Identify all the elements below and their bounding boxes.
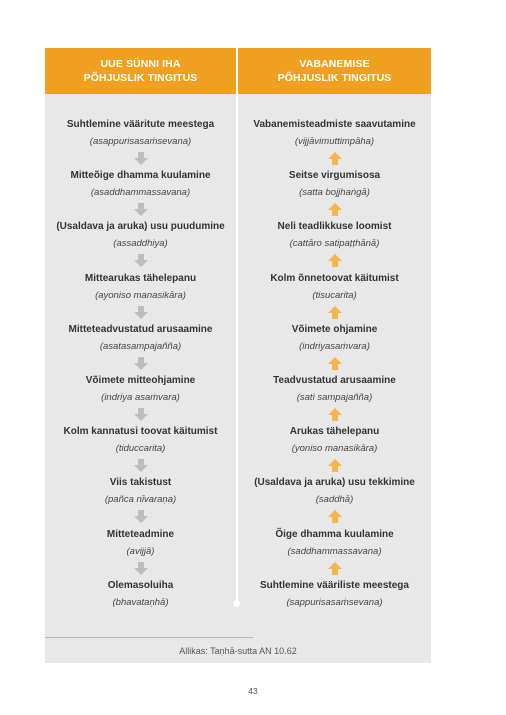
liberation-factor-term: Võimete ohjamine (291, 323, 378, 335)
liberation-factor-pali-term: (saddhammassavana) (287, 545, 382, 557)
header-liberation (238, 48, 431, 94)
liberation-factor-pali-term: (tisucarita) (312, 289, 357, 301)
arrow-down-icon (134, 562, 148, 575)
liberation-factor-pali-term: (yoniso manasikāra) (291, 443, 378, 455)
arrow-down-icon (134, 306, 148, 319)
liberation-factor-pali-term: (cattāro satipaṭṭhānā) (289, 238, 380, 250)
liberation-factor-term: Kolm õnnetoovat käitumist (270, 272, 399, 284)
rebirth-factor-item (45, 169, 236, 199)
rebirth-factor-item (45, 323, 236, 353)
arrow-up-icon (328, 357, 342, 370)
rebirth-factor-term: Olemasoluiha (107, 579, 174, 591)
liberation-factor-item (238, 579, 431, 609)
rebirth-factor-pali-term: (asappurisasaṁsevana) (89, 136, 192, 147)
arrow-down-icon (134, 357, 148, 370)
rebirth-factor-term: Mittearukas tähelepanu (84, 272, 197, 284)
rebirth-factor-term: Mitteteadmine (106, 528, 175, 540)
rebirth-factor-term: Mitteteadvustatud arusaamine (68, 323, 213, 335)
rebirth-factor-item (45, 425, 236, 455)
liberation-factor-pali-term: (satta bojjhaṅgā) (299, 187, 370, 199)
rebirth-factor-pali-term: (tiduccarita) (115, 443, 166, 455)
liberation-factor-item (238, 220, 431, 250)
header-right-line-2: PÕHJUSLIK TINGITUS (277, 72, 392, 84)
liberation-factor-term: Seitse virgumisosa (288, 170, 381, 182)
arrow-down-icon (134, 408, 148, 421)
rebirth-factor-item (45, 579, 236, 609)
rebirth-factor-pali-term: (asatasampajañña) (99, 340, 182, 352)
liberation-factor-term: Vabanemisteadmiste saavutamine (253, 119, 416, 130)
liberation-factor-term: Suhtlemine vääriliste meestega (260, 579, 409, 591)
liberation-factor-term: Arukas tähelepanu (289, 426, 380, 438)
rebirth-factor-item (45, 272, 236, 302)
causation-table (45, 48, 431, 663)
rebirth-factor-pali-term: (pañca nīvaraṇa) (104, 494, 177, 506)
rebirth-factor-term: Suhtlemine vääritute meestega (66, 119, 215, 130)
liberation-factor-item (238, 425, 431, 455)
arrow-down-icon (134, 254, 148, 267)
liberation-factor-item (238, 272, 431, 302)
header-left-line-1: UUE SÜNNI IHA (100, 58, 181, 70)
liberation-factor-pali-term: (vijjāvimuttimpāha) (294, 136, 375, 147)
rebirth-factor-item (45, 220, 236, 250)
liberation-factor-pali-term: (saddhā) (315, 494, 354, 506)
liberation-factor-term: Teadvustatud arusaamine (273, 375, 396, 386)
liberation-factor-item (238, 323, 431, 353)
arrow-down-icon (134, 510, 148, 523)
rebirth-factor-pali-term: (avijjā) (126, 545, 155, 557)
arrow-up-icon (328, 152, 342, 165)
arrow-down-icon (134, 152, 148, 165)
rebirth-factor-item (45, 118, 236, 148)
rebirth-factor-item (45, 374, 236, 404)
arrow-down-icon (134, 203, 148, 216)
header-rebirth-craving (45, 48, 236, 94)
liberation-factor-term: Õige dhamma kuulamine (275, 528, 394, 540)
liberation-factor-item (238, 374, 431, 404)
arrow-up-icon (328, 459, 342, 472)
rebirth-factor-pali-term: (asaddhammassavana) (90, 187, 191, 199)
rebirth-factor-item (45, 528, 236, 558)
page-number: 43 (248, 686, 258, 696)
liberation-factor-pali-term: (indriyasaṁvara) (299, 340, 370, 352)
liberation-factor-term: (Usaldava ja aruka) usu tekkimine (254, 477, 415, 489)
liberation-factor-item (238, 169, 431, 199)
rebirth-factor-pali-term: (assaddhiya) (113, 238, 168, 250)
rebirth-factor-term: Mitteõige dhamma kuulamine (70, 170, 211, 182)
rebirth-factor-term: Kolm kannatusi toovat käitumist (63, 426, 218, 438)
header-right-line-1: VABANEMISE (299, 58, 370, 70)
liberation-factor-item (238, 528, 431, 558)
liberation-factor-pali-term: (sappurisasaṁsevana) (286, 596, 383, 608)
arrow-up-icon (328, 510, 342, 523)
arrow-up-icon (328, 306, 342, 319)
rebirth-factor-pali-term: (bhavataṇhā) (112, 596, 169, 608)
arrow-up-icon (328, 254, 342, 267)
rebirth-factor-term: Viis takistust (109, 477, 172, 489)
arrow-up-icon (328, 203, 342, 216)
liberation-factor-item (238, 476, 431, 506)
rebirth-factor-pali-term: (indriya asaṁvara) (101, 392, 180, 403)
liberation-factor-item (238, 118, 431, 148)
rebirth-factor-term: (Usaldava ja aruka) usu puudumine (56, 221, 225, 233)
arrow-up-icon (328, 562, 342, 575)
header-left-line-2: PÕHJUSLIK TINGITUS (83, 72, 198, 84)
arrow-down-icon (134, 459, 148, 472)
liberation-factor-term: Neli teadlikkuse loomist (277, 221, 392, 233)
rebirth-factor-pali-term: (ayoniso manasikāra) (95, 289, 186, 301)
footer-rule (45, 637, 253, 638)
arrow-up-icon (328, 408, 342, 421)
source-citation: Allikas: Taṇhā-sutta AN 10.62 (179, 646, 297, 656)
rebirth-factor-item (45, 476, 236, 506)
liberation-factor-pali-term: (sati sampajañña) (296, 392, 373, 403)
rebirth-factor-term: Võimete mitteohjamine (85, 375, 196, 386)
